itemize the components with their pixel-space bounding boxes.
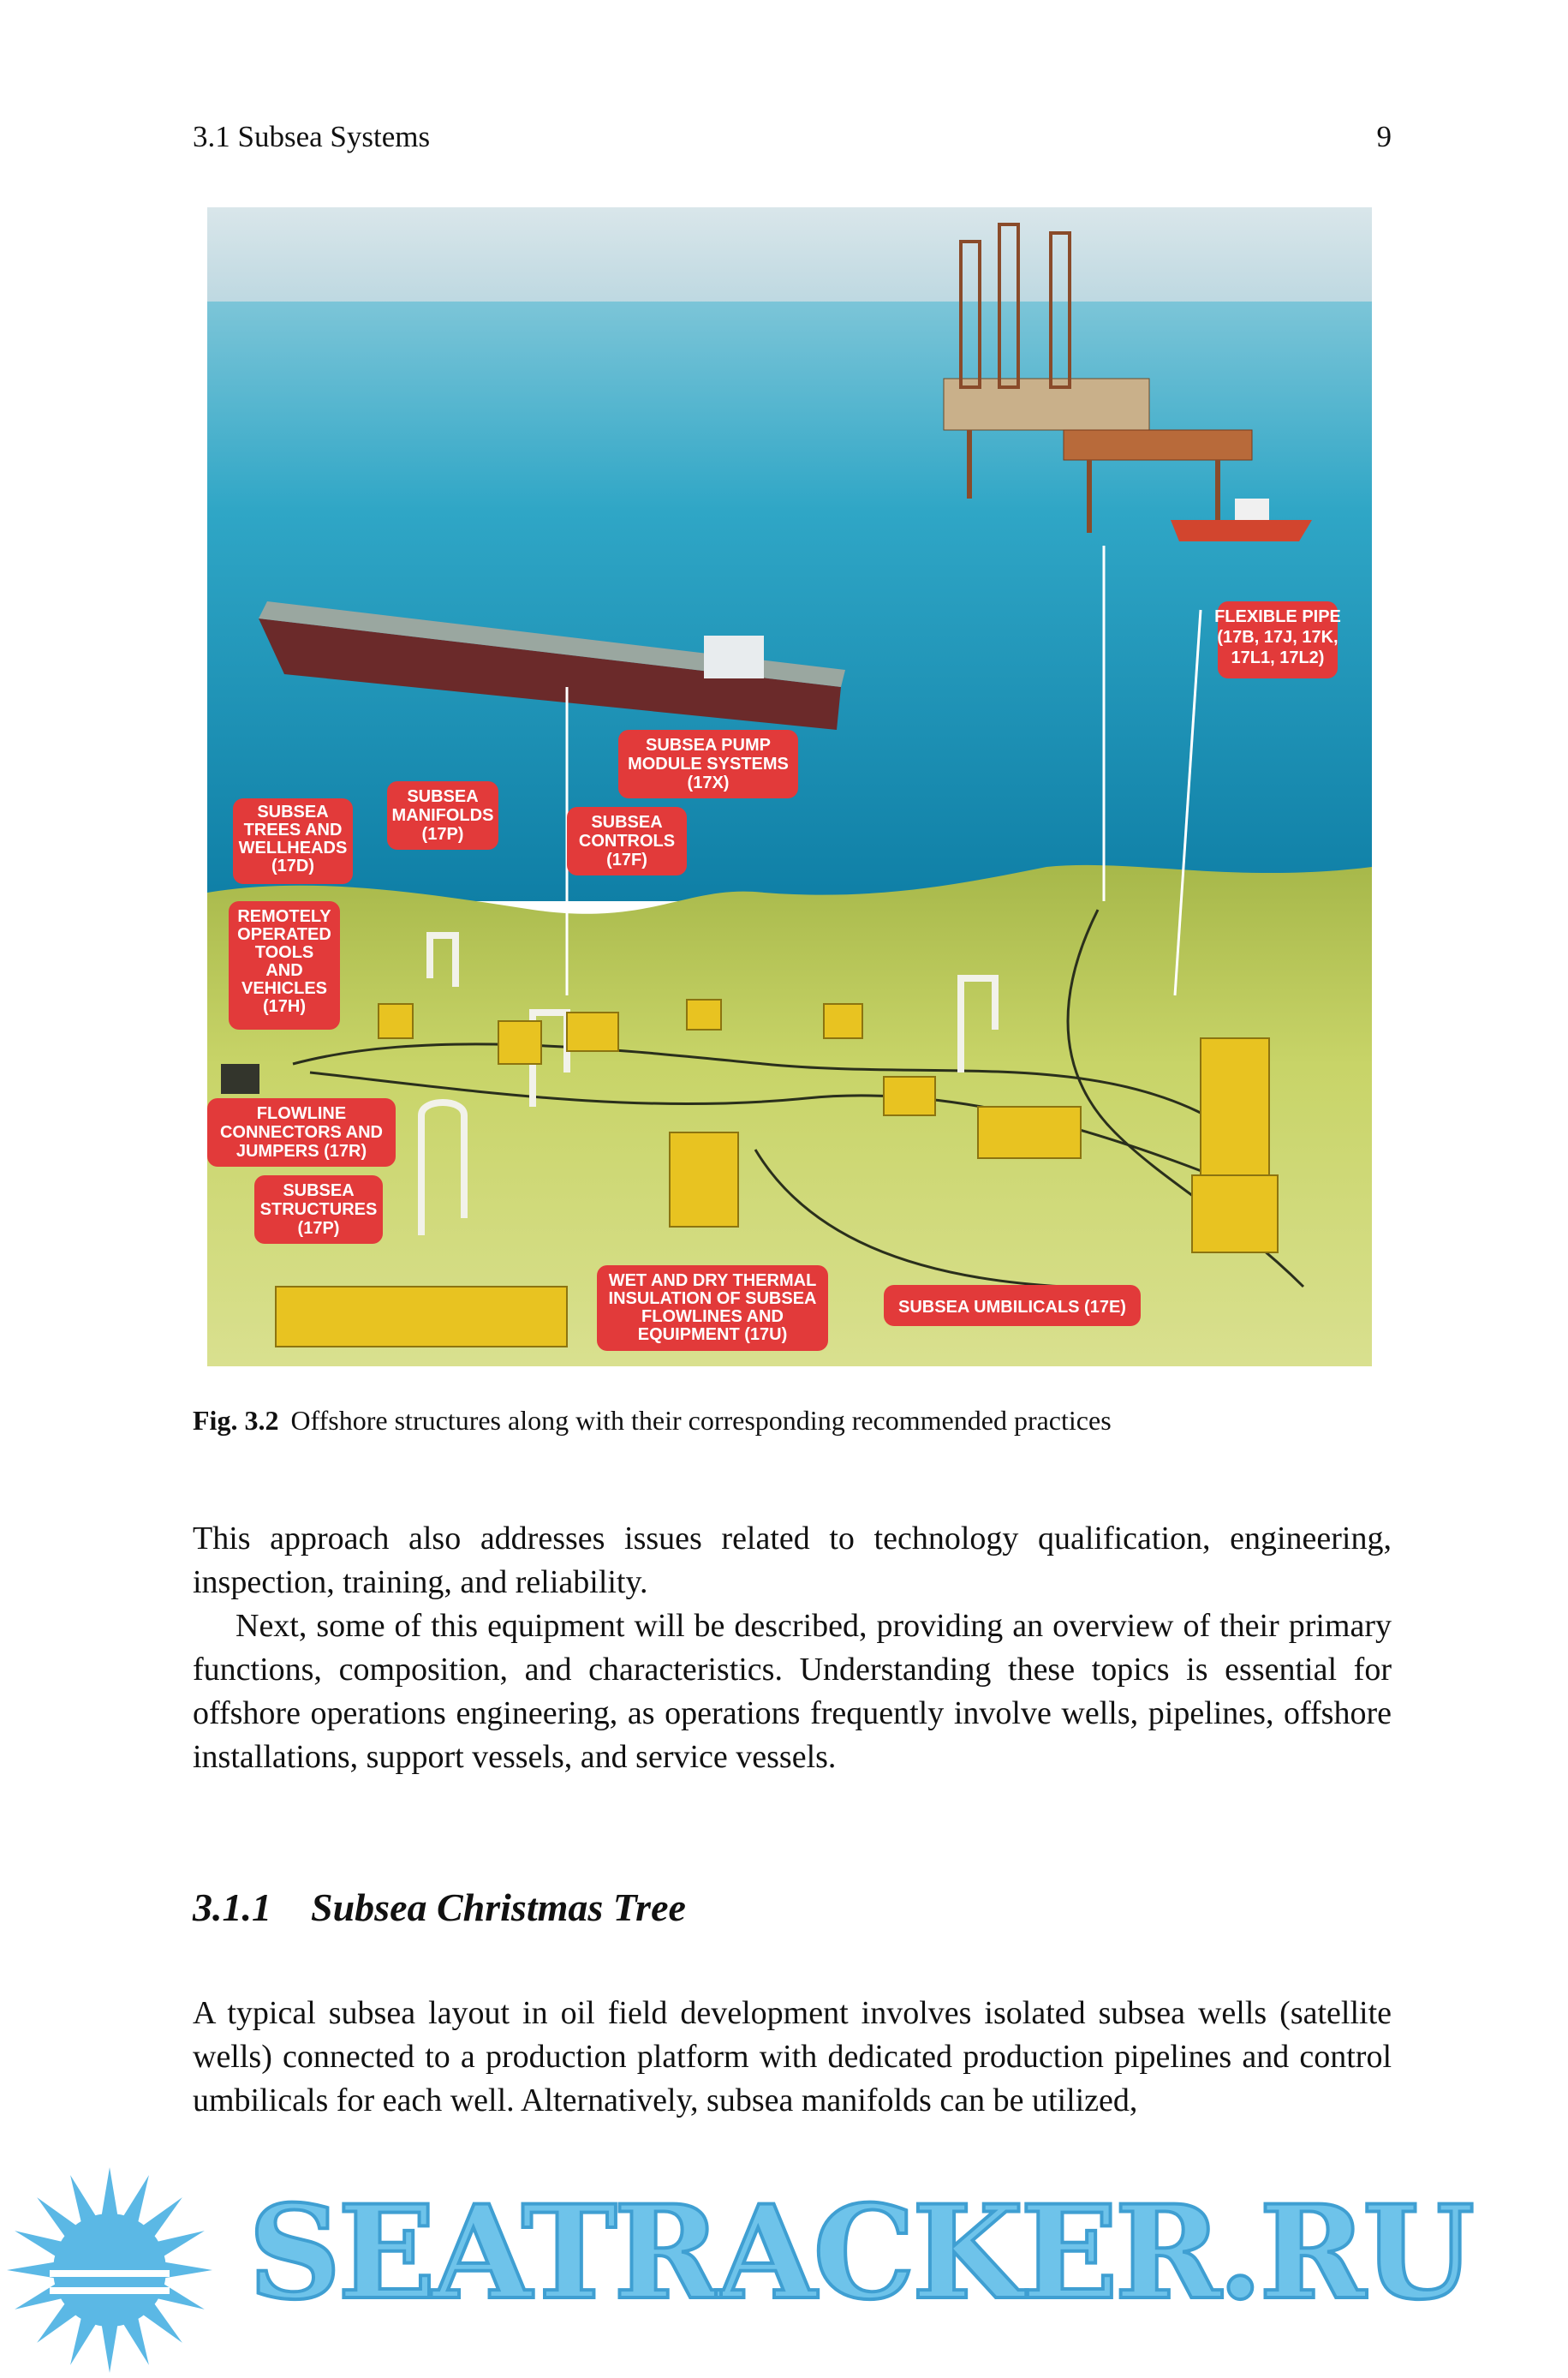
tag-manifolds-line-3: (17P) — [421, 825, 464, 844]
tag-manifolds-line-1: SUBSEA — [407, 787, 479, 806]
figure-caption — [193, 1405, 1392, 1437]
tag-structures-line-2: STRUCTURES — [259, 1200, 378, 1219]
tag-trees-wellheads-line-2: TREES AND — [243, 821, 343, 839]
tag-thermal-insulation-line-3: FLOWLINES AND — [641, 1307, 784, 1326]
tag-flexible-pipe — [1214, 601, 1341, 678]
tag-pump-module-line-1: SUBSEA PUMP — [646, 736, 771, 755]
tag-rov-tools-line-4: AND — [265, 961, 303, 980]
watermark-text: SEATRACKER.RU — [248, 2178, 1471, 2328]
section-heading — [193, 1885, 686, 1930]
paragraph-2: Next, some of this equipment will be described, providing an overview of their primary functions, composition, and characteristics. Understanding these topics is essential for offshore operations engineering, as operations frequently involve wells, pipelines, offshore installations, support vessels, and service vessels. — [193, 1608, 1392, 1775]
tag-trees-wellheads-line-4: (17D) — [271, 857, 315, 875]
tag-manifolds-line-2: MANIFOLDS — [391, 806, 494, 825]
tag-pump-module-line-2: MODULE SYSTEMS — [628, 755, 789, 774]
paragraph-3: A typical subsea layout in oil field development involves isolated subsea wells (satellite wells) connected to a production platform with dedicated production pipelines and control umbilicals for each well. Alternatively, subsea manifolds can be utilized, — [193, 1995, 1392, 2118]
figure-caption-text: Offshore structures along with their corresponding recommended practices — [290, 1405, 1112, 1436]
tag-thermal-insulation — [597, 1265, 828, 1351]
tag-rov-tools-line-3: TOOLS — [254, 943, 314, 962]
running-head — [193, 120, 1392, 163]
tag-rov-tools-line-1: REMOTELY — [237, 907, 331, 926]
tag-structures — [254, 1175, 383, 1244]
figure-offshore-structures — [207, 207, 1372, 1366]
tag-trees-wellheads — [233, 798, 353, 884]
tag-flowline-connectors — [207, 1098, 396, 1167]
tag-rov-tools — [229, 901, 340, 1030]
tag-manifolds — [387, 781, 498, 850]
tag-flexible-pipe-line-1: FLEXIBLE PIPE — [1214, 607, 1341, 626]
tag-rov-tools-line-2: OPERATED — [237, 925, 331, 944]
tag-controls — [567, 807, 687, 875]
section-heading-title: Subsea Christmas Tree — [311, 1885, 686, 1929]
tag-thermal-insulation-line-2: INSULATION OF SUBSEA — [608, 1289, 817, 1308]
tag-flowline-connectors-line-1: FLOWLINE — [256, 1104, 347, 1123]
tag-rov-tools-line-6: (17H) — [262, 997, 307, 1016]
page-number: 9 — [1376, 120, 1392, 153]
section-heading-number: 3.1.1 — [193, 1885, 271, 1929]
tag-umbilicals-line-1: SUBSEA UMBILICALS (17E) — [898, 1298, 1126, 1317]
tag-trees-wellheads-line-1: SUBSEA — [257, 803, 329, 822]
sea — [207, 302, 1372, 901]
tag-trees-wellheads-line-3: WELLHEADS — [238, 839, 348, 857]
running-head-section: 3.1 Subsea Systems — [193, 120, 431, 153]
tag-umbilicals — [884, 1285, 1141, 1326]
sun-burst-icon — [7, 2167, 212, 2373]
tag-controls-line-1: SUBSEA — [591, 813, 663, 832]
paragraph-1: This approach also addresses issues related to technology qualification, engineering, inspection, training, and reliability. — [193, 1521, 1392, 1600]
rov-icon — [221, 1064, 259, 1094]
tag-flexible-pipe-line-2: (17B, 17J, 17K, — [1217, 628, 1338, 647]
tag-controls-line-2: CONTROLS — [578, 832, 676, 851]
tag-controls-line-3: (17F) — [606, 851, 647, 869]
tag-thermal-insulation-line-4: EQUIPMENT (17U) — [637, 1325, 788, 1344]
tag-rov-tools-line-5: VEHICLES — [241, 979, 328, 998]
tag-thermal-insulation-line-1: WET AND DRY THERMAL — [608, 1271, 817, 1290]
tag-structures-line-1: SUBSEA — [283, 1181, 355, 1200]
tag-flowline-connectors-line-3: JUMPERS (17R) — [235, 1142, 367, 1161]
figure-caption-label: Fig. 3.2 — [193, 1405, 279, 1436]
tag-pump-module-line-3: (17X) — [687, 774, 730, 792]
tag-structures-line-3: (17P) — [297, 1219, 340, 1238]
tag-flowline-connectors-line-2: CONNECTORS AND — [219, 1123, 384, 1142]
tag-flexible-pipe-line-3: 17L1, 17L2) — [1231, 648, 1325, 667]
tag-pump-module — [618, 730, 798, 798]
